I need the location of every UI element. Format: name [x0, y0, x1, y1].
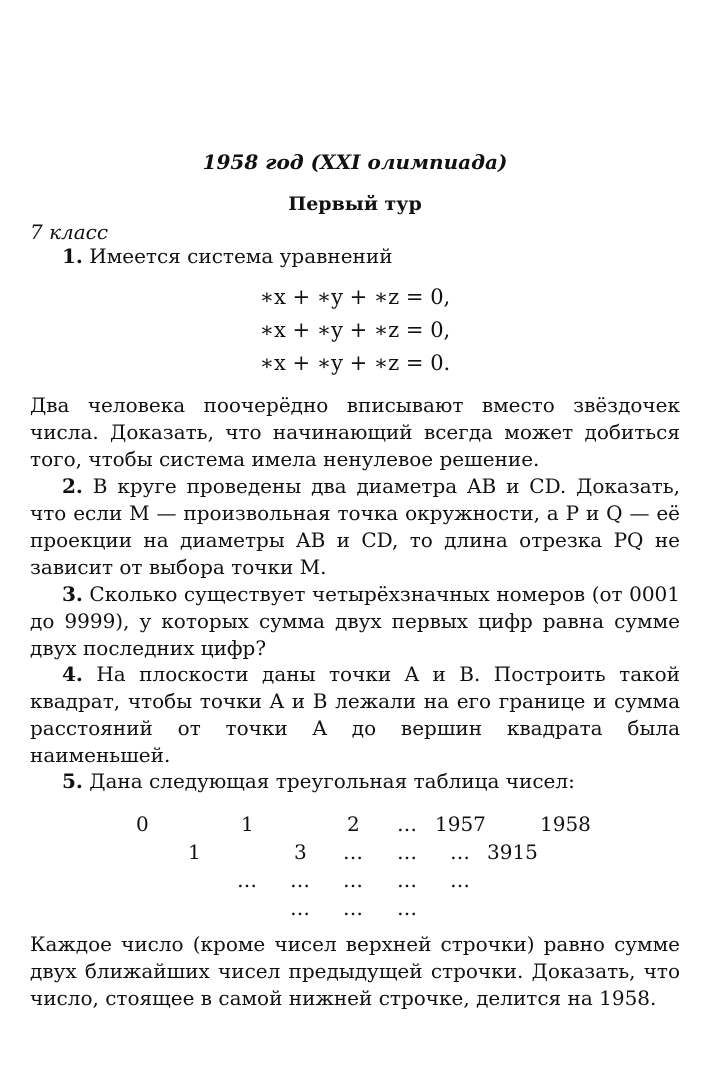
table-cell: … — [343, 896, 363, 920]
equation-3: ∗x + ∗y + ∗z = 0. — [259, 351, 451, 375]
problem-4 — [30, 661, 680, 769]
year-title: 1958 год (XXI олимпиада) — [202, 150, 508, 174]
table-cell: 3915 — [487, 840, 538, 864]
equation-1: ∗x + ∗y + ∗z = 0, — [259, 285, 451, 309]
document-page — [30, 0, 680, 1081]
table-cell: 1 — [188, 840, 201, 864]
table-cell: … — [450, 868, 470, 892]
table-cell: … — [397, 868, 417, 892]
table-cell: 2 — [347, 812, 360, 836]
table-cell: 3 — [294, 840, 307, 864]
grade-label: 7 класс — [30, 220, 109, 244]
problem-3 — [30, 581, 680, 662]
problem-2-text: В круге проведены два диаметра AB и CD. Доказать, что если M — произвольная точка окружности, а P и Q — её проекции на диаметры AB и CD, то длина отрезка PQ не зависит от выбора точки M. — [30, 474, 680, 579]
table-cell: 1957 — [435, 812, 486, 836]
table-cell: … — [290, 896, 310, 920]
table-cell: … — [343, 868, 363, 892]
problem-3-number: 3. — [62, 582, 83, 606]
tour-title: Первый тур — [288, 193, 422, 215]
problem-2 — [30, 473, 680, 581]
problem-1-number: 1. — [62, 244, 83, 268]
table-cell: 0 — [136, 812, 149, 836]
problem-2-number: 2. — [62, 474, 83, 498]
problem-5-intro-text: Дана следующая треугольная таблица чисел: — [82, 769, 575, 793]
table-cell: 1958 — [540, 812, 591, 836]
problem-5-body: Каждое число (кроме чисел верхней строчки) равно сумме двух ближайших чисел предыдущей строчки. Доказать, что число, стоящее в самой нижней строчке, делится на 1958. — [30, 932, 680, 1010]
table-cell: 1 — [241, 812, 254, 836]
problem-3-text: Сколько существует четырёхзначных номеров (от 0001 до 9999), у которых сумма двух первых цифр равна сумме двух последних цифр? — [30, 582, 680, 660]
equation-2: ∗x + ∗y + ∗z = 0, — [259, 318, 451, 342]
problem-1-body: Два человека поочерёдно вписывают вместо звёздочек числа. Доказать, что начинающий всегда может добиться того, чтобы система имела ненулевое решение. — [30, 393, 680, 471]
problem-4-number: 4. — [62, 662, 83, 686]
problem-5-intro — [30, 768, 680, 795]
table-cell: … — [290, 868, 310, 892]
problem-1-intro-text: Имеется система уравнений — [82, 244, 393, 268]
table-cell: … — [450, 840, 470, 864]
table-cell: … — [397, 812, 417, 836]
table-cell: … — [397, 840, 417, 864]
table-cell: … — [343, 840, 363, 864]
problem-1-intro — [30, 243, 680, 270]
problem-4-text: На плоскости даны точки A и B. Построить такой квадрат, чтобы точки A и B лежали на его границе и сумма расстояний от точки A до вершин квадрата была наименьшей. — [30, 662, 681, 767]
table-cell: … — [237, 868, 257, 892]
table-cell: … — [397, 896, 417, 920]
problem-5-number: 5. — [62, 769, 83, 793]
